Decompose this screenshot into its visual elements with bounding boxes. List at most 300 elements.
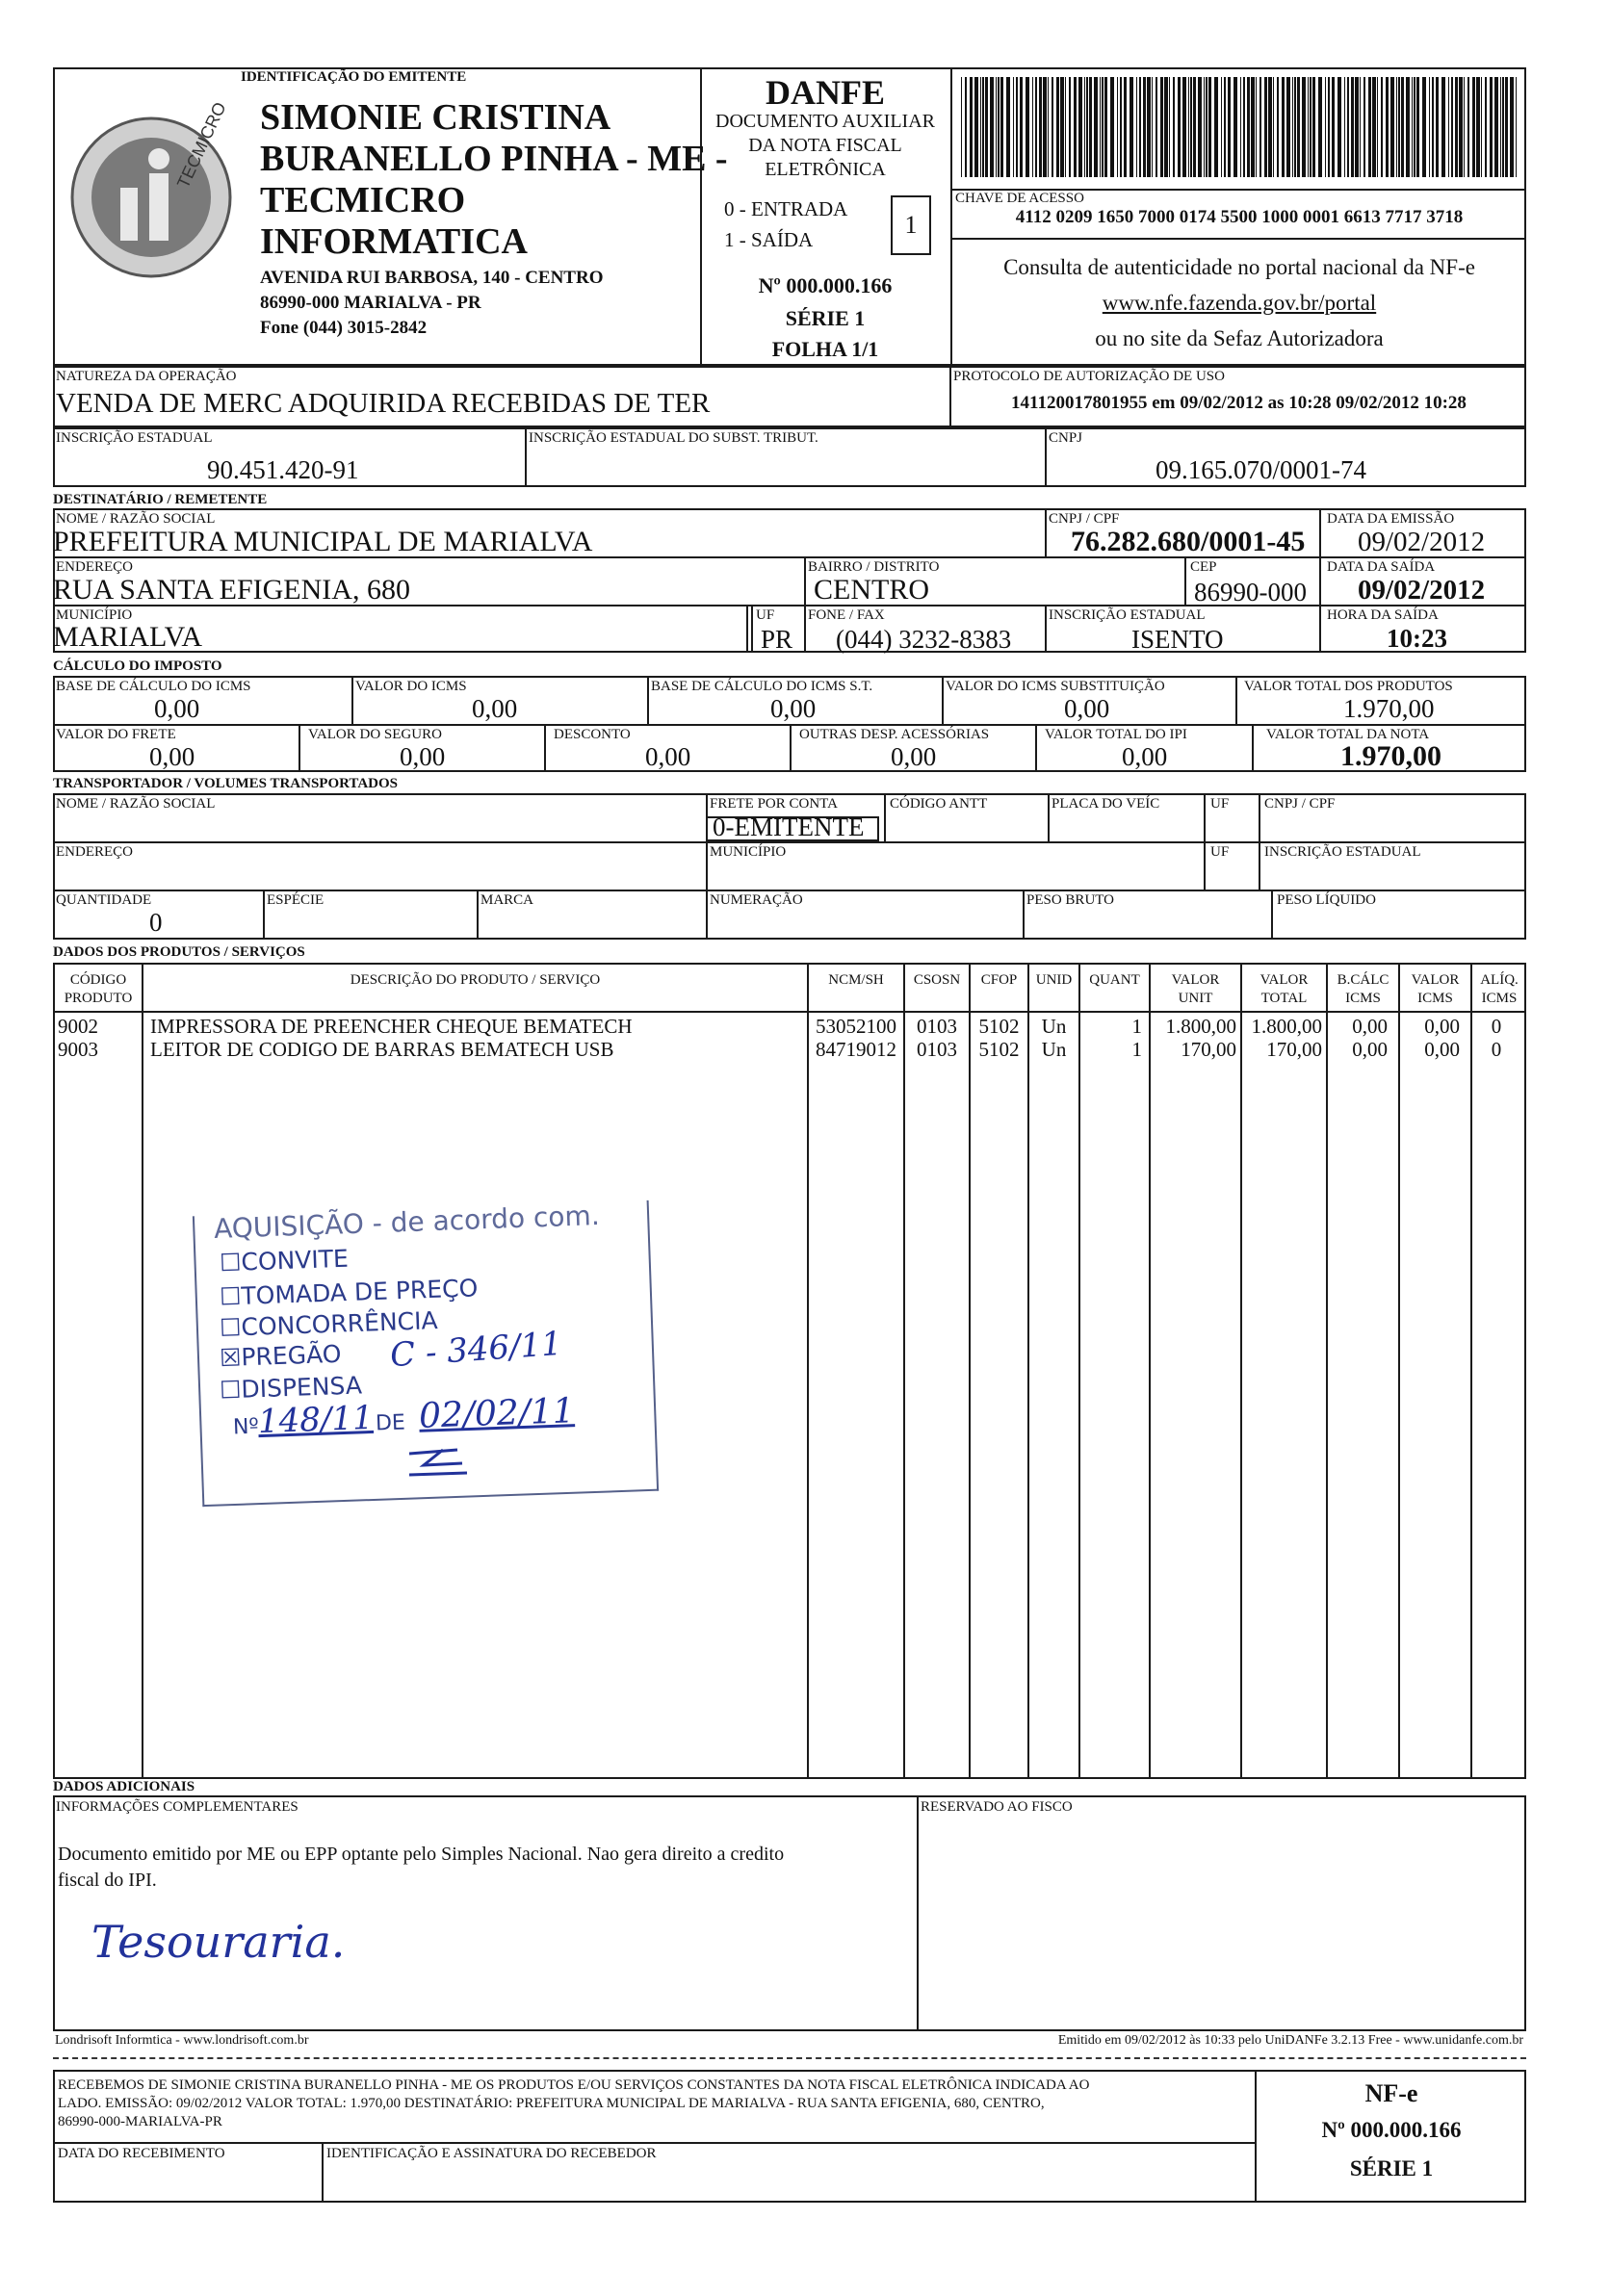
hdr-descricao: DESCRIÇÃO DO PRODUTO / SERVIÇO (350, 972, 601, 988)
barcode-bar (1500, 77, 1501, 177)
row-bcalc: 0,00 (1352, 1038, 1388, 1061)
frete-conta: 0-EMITENTE (713, 813, 865, 841)
transp-nome-label: NOME / RAZÃO SOCIAL (56, 796, 216, 812)
barcode-bar (1297, 77, 1300, 177)
danfe-folha: FOLHA 1/1 (771, 337, 879, 361)
divider (884, 793, 886, 841)
barcode-bar (1020, 77, 1023, 177)
canhoto-numero: Nº 000.000.166 (1321, 2118, 1462, 2142)
barcode-bar (1455, 77, 1458, 177)
quantidade: 0 (149, 908, 163, 937)
stamp-title: AQUISIÇÃO - de acordo com. (213, 1200, 601, 1245)
barcode-bar (1110, 77, 1114, 177)
barcode-bar (1294, 77, 1296, 177)
desconto: 0,00 (645, 742, 691, 771)
fisco-label: RESERVADO AO FISCO (921, 1799, 1073, 1815)
barcode-bar (1164, 77, 1168, 177)
chave-consulta-2: ou no site da Sefaz Autorizadora (1095, 326, 1384, 350)
row-vunit: 170,00 (1181, 1038, 1236, 1061)
divider (1271, 890, 1273, 940)
transp-municipio-label: MUNICÍPIO (710, 844, 787, 860)
barcode-bar (1386, 77, 1389, 177)
barcode-bar (1332, 77, 1335, 177)
danfe-tipo: 1 (891, 195, 931, 255)
barcode-bar (1476, 77, 1480, 177)
barcode-bar (1414, 77, 1415, 177)
info-line-2: fiscal do IPI. (58, 1870, 157, 1891)
dest-bairro: CENTRO (814, 574, 929, 606)
barcode-bar (1233, 77, 1237, 177)
barcode-bar (1256, 77, 1257, 177)
dest-uf-label: UF (756, 607, 775, 623)
barcode-bar (1124, 77, 1127, 177)
divider (647, 676, 649, 724)
row-vtotal: 170,00 (1266, 1038, 1322, 1061)
canhoto-line-1: RECEBEMOS DE SIMONIE CRISTINA BURANELLO PINHA - ME OS PRODUTOS E/OU SERVIÇOS CONSTANTES DA NOTA FISCAL ELETRÔNICA INDICADA AO (58, 2077, 1090, 2093)
barcode-bar (1043, 77, 1047, 177)
rodape-left: Londrisoft Informtica - www.londrisoft.com.br (55, 2033, 309, 2048)
hdr-unid: UNID (1035, 972, 1073, 988)
divider (263, 890, 265, 940)
barcode-bar (1006, 77, 1010, 177)
stamp-opt-tomada: ☐TOMADA DE PREÇO (219, 1274, 479, 1311)
transp-uf2-label: UF (1210, 844, 1230, 860)
total-produtos: 1.970,00 (1343, 694, 1435, 723)
barcode-bar (1494, 77, 1498, 177)
barcode-bar (1448, 77, 1449, 177)
barcode-bar (1310, 77, 1311, 177)
divider (1259, 793, 1260, 890)
adicionais-section: DADOS ADICIONAIS (53, 1779, 195, 1794)
emitente-phone: Fone (044) 3015-2842 (260, 318, 428, 338)
chave-label: CHAVE DE ACESSO (955, 191, 1084, 206)
divider (1470, 963, 1472, 1779)
barcode-bar (1396, 77, 1397, 177)
divider (950, 238, 1526, 240)
dest-hora-label: HORA DA SAÍDA (1327, 607, 1439, 623)
divider (1149, 963, 1151, 1779)
frete-conta-label: FRETE POR CONTA (710, 796, 838, 812)
hdr-cfop: CFOP (980, 972, 1018, 988)
barcode-bar (1328, 77, 1330, 177)
barcode-bar (1065, 77, 1066, 177)
barcode-bar (1048, 77, 1049, 177)
stamp-opt-label: TOMADA DE PREÇO (240, 1274, 479, 1310)
barcode-bar (1086, 77, 1088, 177)
danfe-entrada: 0 - ENTRADA (724, 197, 848, 220)
base-icms: 0,00 (154, 694, 200, 723)
divider (706, 793, 708, 940)
divider (751, 605, 753, 653)
barcode-bar (1139, 77, 1141, 177)
info-label: INFORMAÇÕES COMPLEMENTARES (56, 1799, 299, 1815)
barcode-bar (1247, 77, 1250, 177)
barcode-bar (1060, 77, 1064, 177)
barcode-bar (1052, 77, 1053, 177)
barcode-bar (1481, 77, 1482, 177)
seguro: 0,00 (400, 742, 446, 771)
hdr-vtotal-2: TOTAL (1260, 991, 1308, 1006)
divider (1184, 556, 1186, 605)
danfe-subtitle-3: ELETRÔNICA (765, 159, 886, 180)
hdr-quant: QUANT (1089, 972, 1140, 988)
barcode-bar (1308, 77, 1309, 177)
barcode-bar (1039, 77, 1042, 177)
barcode-bar (1398, 77, 1400, 177)
barcode-bar (1451, 77, 1453, 177)
barcode-bar (1325, 77, 1326, 177)
logo-text: TECMICRO (173, 98, 230, 192)
marca-label: MARCA (480, 892, 534, 908)
protocolo-value: 141120017801955 em 09/02/2012 as 10:28 09/02/2012 10:28 (1011, 393, 1467, 413)
barcode-bar (1208, 77, 1211, 177)
barcode-bar (1035, 77, 1037, 177)
barcode (961, 77, 1518, 177)
stamp-opt-pregao: ☒PREGÃO (219, 1339, 342, 1373)
barcode-bar (985, 77, 988, 177)
barcode-bar (1485, 77, 1487, 177)
transp-endereco-label: ENDEREÇO (56, 844, 133, 860)
row-vtotal: 1.800,00 (1251, 1015, 1322, 1038)
ie-value: 90.451.420-91 (207, 455, 359, 484)
chave-consulta-1: Consulta de autenticidade no portal nacional da NF-e (1003, 255, 1475, 279)
row-vicms: 0,00 (1424, 1038, 1460, 1061)
stamp-no-value: 148/11 (257, 1398, 375, 1442)
divider (322, 2142, 324, 2203)
divider (299, 724, 300, 772)
hdr-bcalc-2: ICMS (1345, 991, 1381, 1006)
canhoto-nfe: NF-e (1364, 2079, 1418, 2107)
dest-ie-label: INSCRIÇÃO ESTADUAL (1049, 607, 1206, 623)
barcode-bar (1240, 77, 1241, 177)
barcode-bar (1032, 77, 1033, 177)
hdr-aliq-2: ICMS (1481, 991, 1518, 1006)
barcode-bar (961, 77, 962, 177)
stamp-opt-dispensa: ☐DISPENSA (219, 1371, 363, 1405)
row-unid: Un (1041, 1015, 1067, 1038)
barcode-bar (1016, 77, 1018, 177)
divider (544, 724, 546, 772)
divider (804, 556, 806, 653)
barcode-bar (1147, 77, 1151, 177)
dest-endereco-label: ENDEREÇO (56, 559, 133, 575)
barcode-bar (1472, 77, 1475, 177)
barcode-bar (1078, 77, 1082, 177)
rodape-right: Emitido em 09/02/2012 às 10:33 pelo UniDANFe 3.2.13 Free - www.unidanfe.com.br (1057, 2033, 1523, 2048)
danfe-serie: SÉRIE 1 (785, 306, 866, 330)
divider (1240, 963, 1242, 1779)
barcode-bar (974, 77, 978, 177)
barcode-bar (1074, 77, 1077, 177)
divider (807, 963, 809, 1779)
cnpj-value: 09.165.070/0001-74 (1156, 455, 1366, 484)
canhoto-serie: SÉRIE 1 (1349, 2156, 1434, 2180)
barcode-bar (1273, 77, 1274, 177)
barcode-bar (1102, 77, 1104, 177)
barcode-bar (1412, 77, 1413, 177)
barcode-bar (1416, 77, 1419, 177)
divider (1035, 724, 1037, 772)
divider (790, 724, 792, 772)
dest-fone-label: FONE / FAX (808, 607, 885, 623)
produtos-section: DADOS DOS PRODUTOS / SERVIÇOS (53, 944, 305, 960)
barcode-bar (1510, 77, 1514, 177)
peso-liquido-label: PESO LÍQUIDO (1277, 892, 1376, 908)
barcode-bar (970, 77, 973, 177)
divider (903, 963, 905, 1779)
barcode-bar (1422, 77, 1426, 177)
divider (969, 963, 971, 1779)
quantidade-label: QUANTIDADE (56, 892, 152, 908)
row-csosn: 0103 (917, 1038, 957, 1061)
dest-ie: ISENTO (1131, 625, 1224, 654)
danfe-title: DANFE (766, 73, 885, 112)
valor-icms-label: VALOR DO ICMS (355, 679, 467, 694)
transp-uf-label: UF (1210, 796, 1230, 812)
hdr-bcalc-1: B.CÁLC (1337, 972, 1389, 988)
divider (1204, 793, 1206, 890)
divider (351, 676, 353, 724)
barcode-bar (1173, 77, 1175, 177)
barcode-bar (1436, 77, 1439, 177)
barcode-bar (1100, 77, 1101, 177)
dest-saida: 09/02/2012 (1358, 575, 1486, 606)
barcode-bar (998, 77, 1000, 177)
divider (1252, 724, 1254, 772)
barcode-bar (1204, 77, 1205, 177)
barcode-bar (1259, 77, 1261, 177)
barcode-bar (1224, 77, 1226, 177)
barcode-bar (1136, 77, 1137, 177)
barcode-bar (1312, 77, 1315, 177)
danfe-numero: Nº 000.000.166 (758, 273, 893, 297)
barcode-bar (1188, 77, 1189, 177)
divider (1078, 963, 1080, 1779)
danfe-subtitle-1: DOCUMENTO AUXILIAR (715, 111, 935, 132)
barcode-bar (996, 77, 997, 177)
emitente-name-1: SIMONIE CRISTINA (260, 97, 611, 138)
barcode-bar (1206, 77, 1208, 177)
hdr-vunit-1: VALOR (1171, 972, 1220, 988)
stamp-opt-label: PREGÃO (240, 1339, 342, 1372)
barcode-bar (1084, 77, 1085, 177)
dest-emissao-label: DATA DA EMISSÃO (1327, 511, 1455, 527)
barcode-bar (1368, 77, 1371, 177)
emitente-name-2: BURANELLO PINHA - ME - (260, 139, 728, 179)
dest-municipio-label: MUNICÍPIO (56, 607, 133, 623)
stamp-opt-concorrencia: ☐CONCORRÊNCIA (219, 1306, 438, 1342)
barcode-bar (1286, 77, 1290, 177)
ipi: 0,00 (1122, 742, 1168, 771)
dest-hora: 10:23 (1387, 624, 1447, 653)
emitente-section-label: IDENTIFICAÇÃO DO EMITENTE (241, 69, 467, 85)
barcode-bar (1459, 77, 1463, 177)
row-cfop: 5102 (978, 1038, 1020, 1061)
divider (53, 1011, 1526, 1013)
barcode-bar (1372, 77, 1376, 177)
base-st-label: BASE DE CÁLCULO DO ICMS S.T. (651, 679, 873, 694)
barcode-bar (1104, 77, 1107, 177)
barcode-bar (1441, 77, 1445, 177)
dest-cnpj: 76.282.680/0001-45 (1071, 526, 1306, 557)
barcode-bar (1214, 77, 1218, 177)
barcode-bar (1268, 77, 1272, 177)
transp-cnpj-label: CNPJ / CPF (1264, 796, 1336, 812)
divider (1326, 963, 1328, 1779)
hdr-csosn: CSOSN (913, 972, 961, 988)
barcode-bar (1190, 77, 1192, 177)
barcode-bar (1152, 77, 1153, 177)
barcode-bar (1351, 77, 1354, 177)
barcode-bar (1355, 77, 1359, 177)
barcode-bar (1120, 77, 1122, 177)
barcode-bar (1094, 77, 1098, 177)
stamp-opt-label: CONVITE (240, 1244, 350, 1277)
barcode-bar (1182, 77, 1186, 177)
frete-label: VALOR DO FRETE (56, 727, 176, 742)
antt-label: CÓDIGO ANTT (890, 796, 988, 812)
dest-endereco: RUA SANTA EFIGENIA, 680 (53, 574, 410, 606)
barcode-bar (1089, 77, 1092, 177)
emitente-name-4: INFORMATICA (260, 221, 528, 262)
dest-cep: 86990-000 (1194, 578, 1307, 606)
barcode-bar (1193, 77, 1196, 177)
recebimento-label: DATA DO RECEBIMENTO (58, 2146, 225, 2161)
divider (1319, 508, 1321, 653)
danfe-saida: 1 - SAÍDA (724, 228, 814, 251)
canhoto-line-3: 86990-000-MARIALVA-PR (58, 2114, 222, 2129)
stamp-signature (404, 1444, 472, 1487)
divider (477, 890, 479, 940)
canhoto-line-2: LADO. EMISSÃO: 09/02/2012 VALOR TOTAL: 1.970,00 DESTINATÁRIO: PREFEITURA MUNICIPAL DE MARIALVA - RUA SANTA EFIGENIA, 680, CENTRO, (58, 2096, 1045, 2111)
divider (1023, 890, 1025, 940)
barcode-bar (1243, 77, 1245, 177)
barcode-bar (1337, 77, 1341, 177)
barcode-bar (1178, 77, 1181, 177)
row-aliq: 0 (1491, 1015, 1502, 1038)
dest-cep-label: CEP (1190, 559, 1217, 575)
barcode-bar (1505, 77, 1508, 177)
divider (53, 841, 1526, 843)
dest-municipio: MARIALVA (53, 621, 203, 653)
barcode-bar (1467, 77, 1469, 177)
barcode-bar (1160, 77, 1163, 177)
barcode-bar (1069, 77, 1071, 177)
divider (525, 427, 527, 487)
divider (1045, 508, 1047, 556)
dest-bairro-label: BAIRRO / DISTRITO (808, 559, 940, 575)
natureza-label: NATUREZA DA OPERAÇÃO (56, 369, 237, 384)
barcode-bar (965, 77, 967, 177)
destinatario-section: DESTINATÁRIO / REMETENTE (53, 492, 268, 507)
barcode-bar (1377, 77, 1378, 177)
row-ncm: 84719012 (816, 1038, 896, 1061)
hdr-codigo-1: CÓDIGO (69, 972, 127, 988)
dest-uf: PR (761, 625, 793, 654)
divider (1048, 793, 1050, 841)
valor-icms: 0,00 (472, 694, 518, 723)
divider (746, 605, 748, 653)
divider (1235, 676, 1237, 724)
transportador-section: TRANSPORTADOR / VOLUMES TRANSPORTADOS (53, 776, 399, 791)
row-vunit: 1.800,00 (1165, 1015, 1236, 1038)
hdr-vicms-2: ICMS (1417, 991, 1453, 1006)
divider (1398, 963, 1400, 1779)
dest-saida-label: DATA DA SAÍDA (1327, 559, 1436, 575)
divider (142, 963, 143, 1779)
row-cfop: 5102 (978, 1015, 1020, 1038)
barcode-bar (1169, 77, 1170, 177)
assinatura-label: IDENTIFICAÇÃO E ASSINATURA DO RECEBEDOR (326, 2146, 657, 2161)
row-ncm: 53052100 (816, 1015, 896, 1038)
barcode-bar (1347, 77, 1349, 177)
frete: 0,00 (149, 742, 195, 771)
barcode-bar (1056, 77, 1059, 177)
divider (53, 890, 1526, 891)
protocolo-label: PROTOCOLO DE AUTORIZAÇÃO DE USO (953, 369, 1225, 384)
divider (917, 1795, 919, 2031)
valor-st: 0,00 (1064, 694, 1110, 723)
row-quant: 1 (1131, 1015, 1142, 1038)
row-unid: Un (1041, 1038, 1067, 1061)
peso-bruto-label: PESO BRUTO (1026, 892, 1114, 908)
divider (1027, 963, 1029, 1779)
dest-fone: (044) 3232-8383 (836, 625, 1012, 654)
barcode-bar (1302, 77, 1306, 177)
row-aliq: 0 (1491, 1038, 1502, 1061)
barcode-bar (1130, 77, 1133, 177)
stamp-opt-label: CONCORRÊNCIA (240, 1306, 438, 1342)
barcode-bar (1502, 77, 1504, 177)
row-codigo: 9003 (58, 1038, 98, 1061)
stamp-opt-label: DISPENSA (240, 1371, 363, 1404)
row-bcalc: 0,00 (1352, 1015, 1388, 1038)
divider (1045, 427, 1047, 487)
barcode-bar (1282, 77, 1285, 177)
barcode-bar (1381, 77, 1383, 177)
numeracao-label: NUMERAÇÃO (710, 892, 803, 908)
barcode-bar (1360, 77, 1361, 177)
dest-nome: PREFEITURA MUNICIPAL DE MARIALVA (53, 526, 593, 557)
barcode-bar (1143, 77, 1146, 177)
chave-url[interactable]: www.nfe.fazenda.gov.br/portal (1102, 291, 1377, 315)
base-st: 0,00 (770, 694, 817, 723)
barcode-bar (1390, 77, 1394, 177)
total-nota-label: VALOR TOTAL DA NOTA (1266, 727, 1430, 742)
chave-value: 4112 0209 1650 7000 0174 5500 1000 0001 6613 7717 3718 (1015, 207, 1464, 227)
danfe-subtitle-2: DA NOTA FISCAL (748, 135, 902, 156)
cut-line (53, 2057, 1526, 2059)
barcode-bar (1406, 77, 1410, 177)
stamp-opt-convite: ☐CONVITE (219, 1244, 350, 1277)
barcode-bar (1251, 77, 1255, 177)
barcode-bar (1156, 77, 1157, 177)
ie-label: INSCRIÇÃO ESTADUAL (56, 430, 213, 446)
row-codigo: 9002 (58, 1015, 98, 1038)
emitente-city: 86990-000 MARIALVA - PR (260, 293, 481, 313)
info-line-1: Documento emitido por ME ou EPP optante pelo Simples Nacional. Nao gera direito a credito (58, 1844, 785, 1865)
barcode-bar (1432, 77, 1434, 177)
barcode-bar (1264, 77, 1267, 177)
barcode-bar (1117, 77, 1118, 177)
row-descricao: LEITOR DE CODIGO DE BARRAS BEMATECH USB (150, 1038, 614, 1061)
dest-nome-label: NOME / RAZÃO SOCIAL (56, 511, 216, 527)
row-csosn: 0103 (917, 1015, 957, 1038)
dest-emissao: 09/02/2012 (1358, 527, 1486, 557)
stamp-pregao-number: C - 346/11 (388, 1324, 563, 1376)
barcode-bar (1363, 77, 1365, 177)
hdr-aliq-1: ALÍQ. (1480, 972, 1519, 988)
